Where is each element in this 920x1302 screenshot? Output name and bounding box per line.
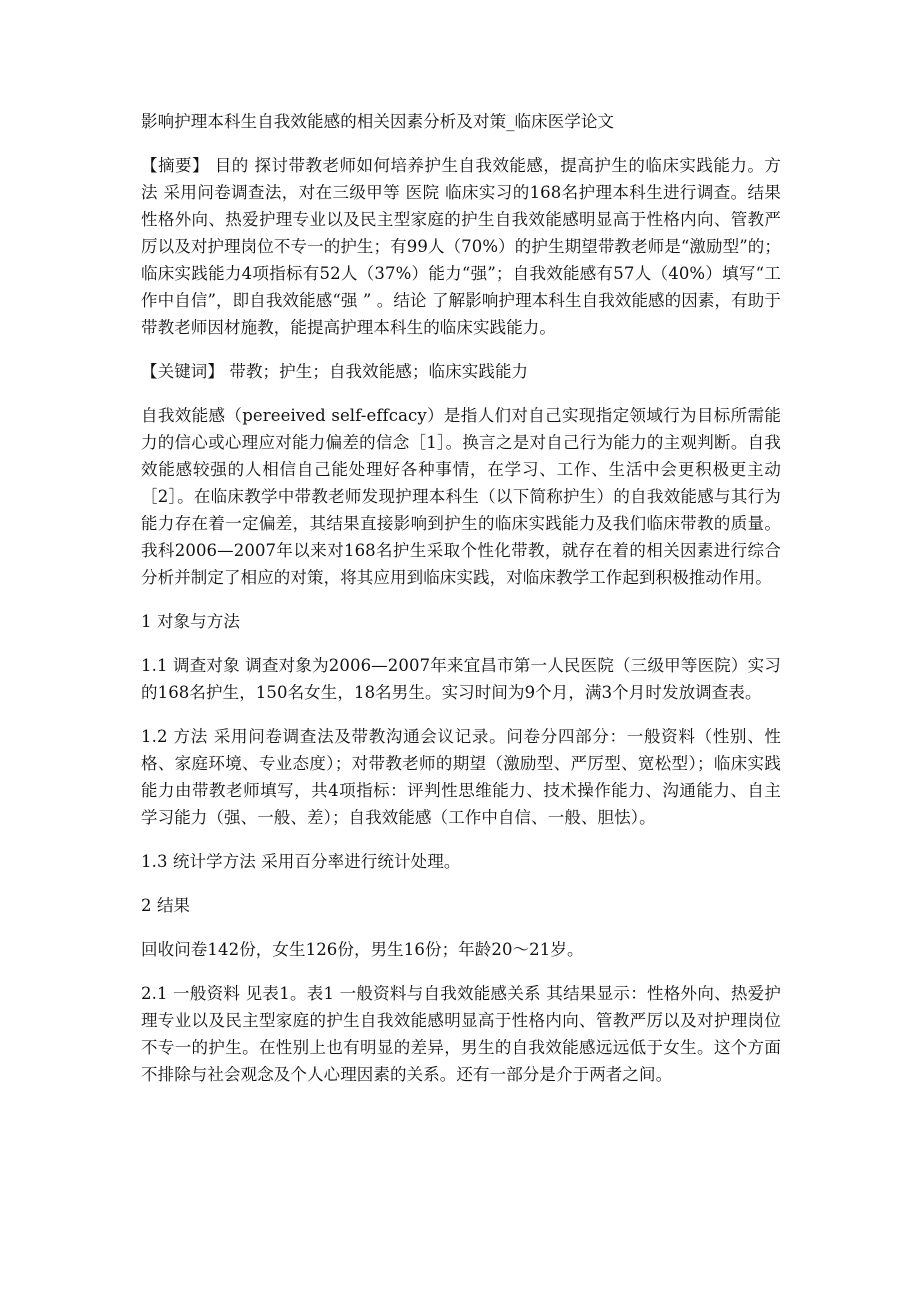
keywords-text: 带教；护生；自我效能感；临床实践能力 [224,362,529,381]
subsection-1-1: 1.1 调查对象 调查对象为2006—2007年来宜昌市第一人民医院（三级甲等医院）实习的168名护生，150名女生，18名男生。实习时间为9个月，满3个月时发放调查表。 [141,656,781,702]
keywords-paragraph [141,358,781,385]
keywords-label: 【关键词】 [141,362,224,381]
abstract-paragraph [141,152,781,341]
abstract-label: 【摘要】 [141,156,209,175]
section-heading-1: 1 对象与方法 [141,612,240,631]
results-intro: 回收问卷142份，女生126份，男生16份；年龄20～21岁。 [141,940,584,959]
abstract-text: 目的 探讨带教老师如何培养护生自我效能感，提高护生的临床实践能力。方法 采用问卷调查法，对在三级甲等 医院 临床实习的168名护理本科生进行调查。结果 性格外向、热爱护理专业以及民主型家庭的护生自我效能感明显高于性格内向、管教严厉以及对护理岗位不专一的护生；有99人（70%）的护生期望带教老师是“激励型”的；临床实践能力4项指标有52人（37%）能力“强”；自我效能感有57人（40%）填写“工作中自信”，即自我效能感“强 ” 。结论 了解影响护理本科生自我效能感的因素，有助于带教老师因材施教，能提高护理本科生的临床实践能力。 [141,156,781,337]
intro-paragraph: 自我效能感（pereeived self-effcacy）是指人们对自己实现指定领域行为目标所需能力的信心或心理应对能力偏差的信念［1］。换言之是对自己行为能力的主观判断。自我效能感较强的人相信自己能处理好各种事情，在学习、工作、生活中会更积极更主动［2］。在临床教学中带教老师发现护理本科生（以下简称护生）的自我效能感与其行为能力存在着一定偏差，其结果直接影响到护生的临床实践能力及我们临床带教的质量。我科2006—2007年以来对168名护生采取个性化带教，就存在着的相关因素进行综合分析并制定了相应的对策，将其应用到临床实践，对临床教学工作起到积极推动作用。 [141,406,781,587]
document-title: 影响护理本科生自我效能感的相关因素分析及对策_临床医学论文 [141,112,615,131]
subsection-2-1: 2.1 一般资料 见表1。表1 一般资料与自我效能感关系 其结果显示：性格外向、热爱护理专业以及民主型家庭的护生自我效能感明显高于性格内向、管教严厉以及对护理岗位不专一的护生。在性别上也有明显的差异，男生的自我效能感远远低于女生。这个方面不排除与社会观念及个人心理因素的关系。还有一部分是介于两者之间。 [141,984,781,1084]
document-page [141,108,781,1105]
subsection-1-3: 1.3 统计学方法 采用百分率进行统计处理。 [141,852,461,871]
subsection-1-2: 1.2 方法 采用问卷调查法及带教沟通会议记录。问卷分四部分：一般资料（性别、性格、家庭环境、专业态度）；对带教老师的期望（激励型、严厉型、宽松型）；临床实践能力由带教老师填写，共4项指标：评判性思维能力、技术操作能力、沟通能力、自主学习能力（强、一般、差）；自我效能感（工作中自信、一般、胆怯）。 [141,727,781,827]
section-heading-2: 2 结果 [141,896,191,915]
